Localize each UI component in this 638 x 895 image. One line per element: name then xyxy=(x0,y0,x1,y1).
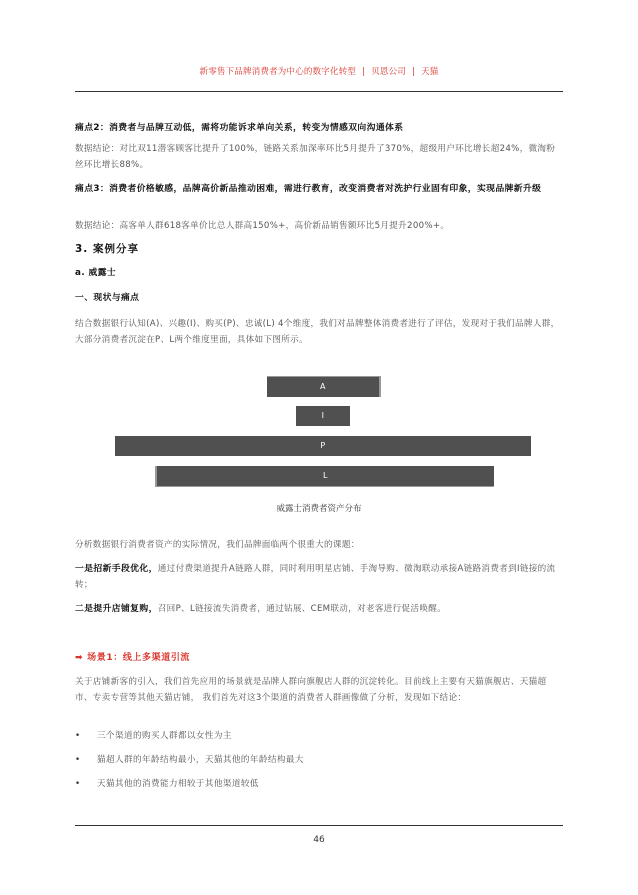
analysis-paragraph: 分析数据银行消费者资产的实际情况，我们品牌面临两个很重大的课题： xyxy=(75,540,360,550)
funnel-bar-p: P xyxy=(115,436,531,456)
intro-paragraph: 结合数据银行认知(A)、兴趣(I)、购买(P)、忠诚(L) 4个维度，我们对品牌整体消费者进行了评估，发现对于我们品牌人群，大部分消费者沉淀在P、L两个维度里面，具体如下图所示。 xyxy=(75,319,560,345)
scene-1-paragraph: 关于店铺新客的引入，我们首先应用的场景就是品牌人群向旗舰店人群的沉淀转化。目前线上主要有天猫旗舰店、天猫超市、专卖专营等其他天猫店铺， 我们首先对这3个渠道的消费者人群画像做了分析，发现如下结论： xyxy=(75,677,547,703)
issue-2-lead: 二是提升店铺复购， xyxy=(75,604,158,614)
pain-point-2-heading: 痛点2：消费者与品牌互动低，需将功能诉求单向关系，转变为情感双向沟通体系 xyxy=(75,123,404,133)
right-arrow-icon: ➡ xyxy=(75,653,84,663)
funnel-bar-a: A xyxy=(267,376,381,397)
list-item: • 天猫其他的消费能力相较于其他渠道较低 xyxy=(75,779,259,789)
header-rule xyxy=(75,91,563,92)
funnel-bar-i: I xyxy=(296,406,350,426)
scene-1-heading xyxy=(75,650,563,663)
running-header xyxy=(75,65,563,77)
issue-1-lead: 一是招新手段优化， xyxy=(75,564,158,574)
page-number: 46 xyxy=(313,835,325,845)
funnel-caption: 威露士消费者资产分布 xyxy=(276,504,362,514)
header-separator: | xyxy=(362,67,366,77)
subsection-heading: 一、现状与痛点 xyxy=(75,293,140,303)
pain-point-3-heading: 痛点3：消费者价格敏感，品牌高价新品推动困难，需进行教育，改变消费者对洗护行业固有印象，实现品牌新升级 xyxy=(75,184,542,194)
section-heading: 3. 案例分享 xyxy=(75,243,139,255)
issue-1-paragraph xyxy=(75,561,563,593)
funnel-bar-l: L xyxy=(155,466,494,487)
issue-2-text: 召回P、L链接流失消费者，通过钻展、CEM联动，对老客进行促活唤醒。 xyxy=(157,604,447,614)
scene-1-title: 场景1：线上多渠道引流 xyxy=(87,653,191,663)
issue-1-text: 通过付费渠道提升A链路人群，同时利用明星店铺、手淘导购、微淘联动承接A链路消费者到I链接的流转； xyxy=(75,564,556,590)
header-separator-2: | xyxy=(412,67,416,77)
footer-rule xyxy=(75,825,563,826)
pain-point-3-data: 数据结论：高客单人群618客单价比总人群高150%+，高价新品销售额环比5月提升200%+。 xyxy=(75,221,450,231)
case-heading: a. 威露士 xyxy=(75,268,117,278)
pain-point-2-data: 数据结论：对比双11潜客顾客比提升了100%，链路关系加深率环比5月提升了370%，超级用户环比增长超24%，微淘粉丝环比增长88%。 xyxy=(75,144,556,170)
issue-2-paragraph xyxy=(75,601,563,618)
header-title: 新零售下品牌消费者为中心的数字化转型 xyxy=(199,67,357,77)
list-item: • 三个渠道的购买人群都以女性为主 xyxy=(75,731,232,741)
list-item: • 猫超人群的年龄结构最小，天猫其他的年龄结构最大 xyxy=(75,755,304,765)
header-partner: 天猫 xyxy=(421,67,439,77)
header-company: 贝恩公司 xyxy=(371,67,406,77)
consumer-asset-funnel xyxy=(75,376,563,486)
